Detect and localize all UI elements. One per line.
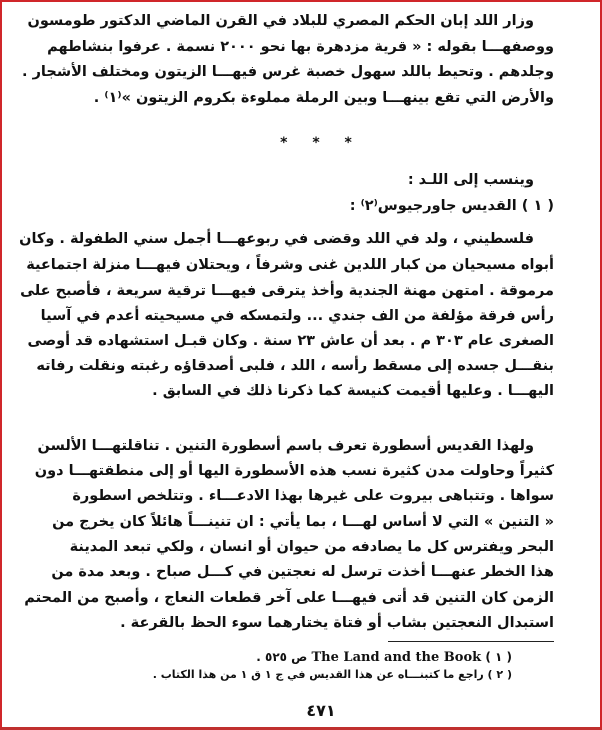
text-line: سواها . وتتباهى بيروت على غيرها بهذا الادعـــاء . وتتلخص اسطورة [72,488,554,504]
text-line: ولهذا القديس أسطورة تعرف باسم أسطورة التنين . تناقلتهـــا الألسن [37,438,534,454]
intro-line: وينسب إلى اللـد : [407,172,534,188]
text-line: مرموقة . امتهن مهنة الجندية وأخذ يترقى فيهـــا ترقية سريعة ، فأصبح على [20,283,554,299]
book-page [19,0,554,730]
text-line: الصغرى عام ٣٠٣ م . بعد أن عاش ٢٣ سنة . وكان قبـل استشهاده قد أوصى [27,333,554,349]
text-line: الزمن كان التنين قد أتى فيهـــا على آخر قطعات النعاج ، وأصبح من المحتم [24,590,554,606]
text-line: البحر ويفترس كل ما يصادفه من حيوان أو انسان ، ولكي تبعد المدينة [69,539,554,555]
text-line: فلسطيني ، ولد في اللد وقضى في ربوعهـــا أجمل سني الطفولة . وكان [19,231,534,247]
text-line: ووصفهـــا بقوله : « قرية مزدهرة بها نحو ٢٠٠٠ نسمة . عرفوا بنشاطهم [47,39,554,55]
text-line: رأس فرقة مؤلفة من الف جندي ... ولتمسكه في مسيحيته أعدم في آسيا [40,308,554,324]
section-heading: ( ١ ) القديس جاورجيوس⁽٢⁾ : [349,198,554,214]
page-number: ٤٧١ [306,701,336,720]
footnote-1-number: ( ١ ) [485,650,512,664]
footnote-1-page: ص ٥٢٥ . [256,650,308,664]
text-line: أبواه مسيحيان من كبار اللدين غنى وشرفاً ، ويحتلان فيهـــا منزلة اجتماعية [26,257,554,273]
text-line: هذا الخطر عنهـــا أخذت ترسل له نعجتين في كـــل صباح . وبعد مدة من [51,564,554,580]
text-line: استبدال النعجتين بشاب أو فتاة يختارهما سوء الحظ بالقرعة . [120,615,554,631]
text-line: كثيراً وحاولت مدن كثيرة نسب هذه الأسطورة اليها أو إلى منطقتهـــا دون [34,463,554,479]
text-line: اليهـــا . وعليها أقيمت كنيسة كما ذكرنا ذلك في السابق . [152,383,554,399]
text-line: والأرض التي تقع بينهـــا وبين الرملة مملوءة بكروم الزيتون »⁽١⁾ . [93,90,554,106]
footnote-2: ( ٢ ) راجع ما كتبنـــاه عن هذا القديس في ج ١ ق ١ من هذا الكتاب . [152,668,512,681]
footnote-divider [388,641,554,642]
footnote-1 [256,649,512,666]
footnote-1-book-title: The Land and the Book [311,650,482,665]
text-line: وزار اللد إبان الحكم المصري للبلاد في القرن الماضي الدكتور طومسون [27,13,534,29]
section-separator: * * * [280,135,362,151]
text-line: « التنين » التي لا أساس لهـــا ، بما يأتي : ان تنينـــاً هائلاً كان يخرج من [52,514,554,530]
text-line: وجلدهم . وتحيط باللد سهول خصبة غرس فيهـــا الزيتون ومختلف الأشجار . [22,64,554,80]
text-line: بنقـــل جسده إلى مسقط رأسه ، اللد ، فلبى أصدقاؤه رغبته ونقلت رفاته [36,358,554,374]
